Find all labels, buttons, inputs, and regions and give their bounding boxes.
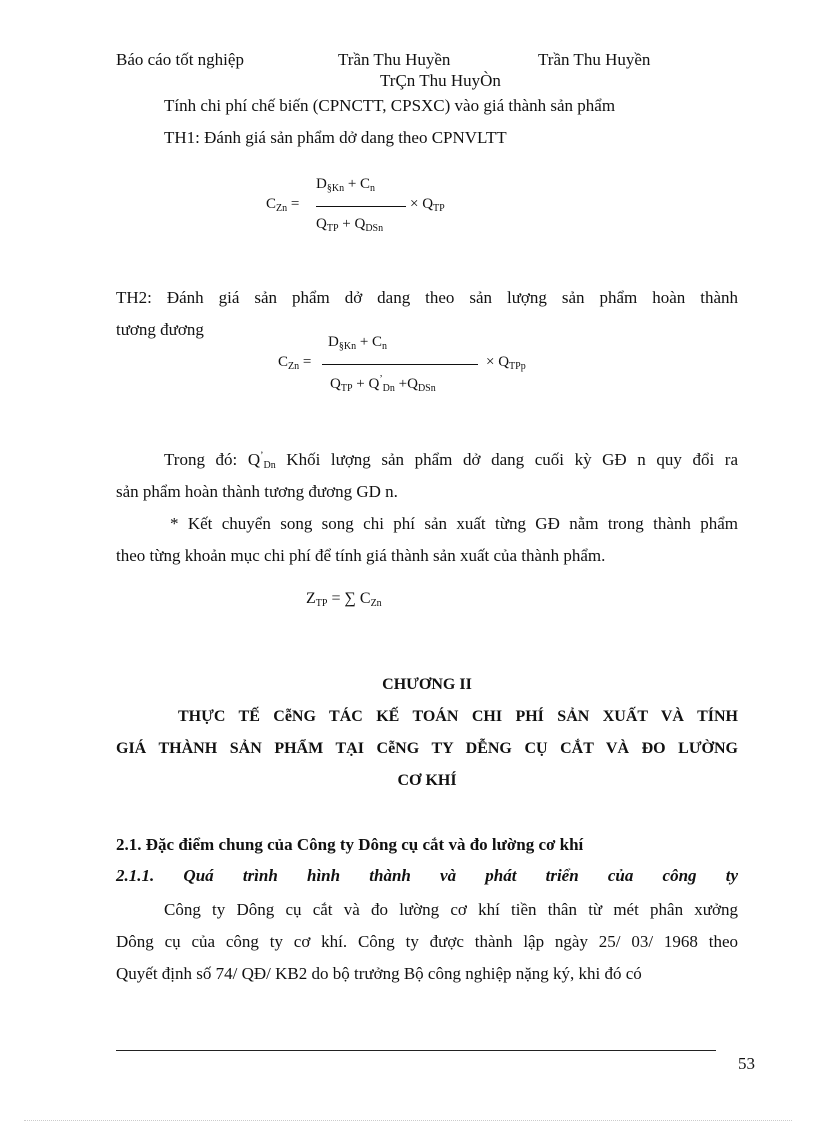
th2-formula <box>278 332 578 402</box>
th1-denominator: $Q_{TP} + Q_{DSn}$ <box>316 216 384 234</box>
header-report-title: Báo cáo tốt nghiệp <box>116 50 244 69</box>
section-paragraph-line3: Quyết định số 74/ QĐ/ KB2 do bộ trưởng Bộ công nghiệp nặng ký, khi đó có <box>116 964 642 983</box>
section-heading: 2.1. Đặc điểm chung của Công ty Dông cụ cắt và đo lường cơ khí <box>116 835 584 854</box>
section-subheading: 2.1.1. Quá trình hình thành và phát triển của công ty <box>116 866 738 885</box>
header-author-2: Trần Thu Huyền <box>538 50 651 69</box>
th1-fraction-bar <box>316 206 406 207</box>
section-paragraph-line2: Dông cụ của công ty cơ khí. Công ty được thành lập ngày 25/ 03/ 1968 theo <box>116 932 738 951</box>
th2-denominator: $Q_{TP} + Q^’_{Dn} +Q_{DSn}$ <box>330 374 436 394</box>
page-edge-rule <box>24 1120 792 1121</box>
chapter-title-line1: THỰC TẾ CễNG TÁC KẾ TOÁN CHI PHÍ SẢN XUẤT VÀ TÍNH <box>178 708 738 725</box>
chapter-title-line2: GIÁ THÀNH SẢN PHẨM TẠI CễNG TY DỄNG CỤ CẮT VÀ ĐO LƯỜNG <box>116 740 738 757</box>
th2-label-line1: TH2: Đánh giá sản phẩm dở dang theo sản lượng sản phẩm hoàn thành <box>116 288 738 307</box>
th2-lhs: $C_{Zn}$ = <box>278 354 312 372</box>
where-line2: sản phẩm hoàn thành tương đương GD n. <box>116 482 398 501</box>
th1-multiplier: × $Q_{TP}$ <box>410 196 445 214</box>
intro-line: Tính chi phí chế biến (CPNCTT, CPSXC) vào giá thành sản phẩm <box>164 96 616 115</box>
th1-label: TH1: Đánh giá sản phẩm dở dang theo CPNVLTT <box>164 128 507 147</box>
page-number: 53 <box>738 1054 755 1073</box>
th1-lhs: $C_{Zn}$ = <box>266 196 300 214</box>
th1-numerator: $D_{\S Kn} + C_n$ <box>316 176 376 194</box>
where-line1: Trong đó: $Q^’_{Dn}$ Khối lượng sản phẩm dở dang cuối kỳ GĐ n quy đổi ra <box>164 450 738 471</box>
th2-label-line2: tương đương <box>116 320 204 339</box>
footer-rule <box>116 1050 716 1051</box>
th1-formula <box>266 172 466 242</box>
chapter-label: CHƯƠNG II <box>382 676 472 693</box>
section-paragraph-line1: Công ty Dông cụ cắt và đo lường cơ khí tiền thân từ mét phân xưởng <box>164 900 738 919</box>
parallel-line1: * Kết chuyển song song chi phí sản xuất từng GĐ nằm trong thành phẩm <box>170 514 738 533</box>
parallel-line2: theo từng khoản mục chi phí để tính giá thành sản xuất của thành phẩm. <box>116 546 606 565</box>
th2-multiplier: × $Q_{TPp}$ <box>486 354 526 372</box>
th2-numerator: $D_{\S Kn} + C_n$ <box>328 334 388 352</box>
header-author-1: Trần Thu Huyền <box>338 50 451 69</box>
header-author-garbled: TrÇn Thu HuyÒn <box>380 71 501 90</box>
sum-formula: $Z_{TP}$ = ∑ $C_{Zn}$ <box>306 590 382 609</box>
th2-fraction-bar <box>322 364 478 365</box>
chapter-title-line3: CƠ KHÍ <box>397 772 457 789</box>
